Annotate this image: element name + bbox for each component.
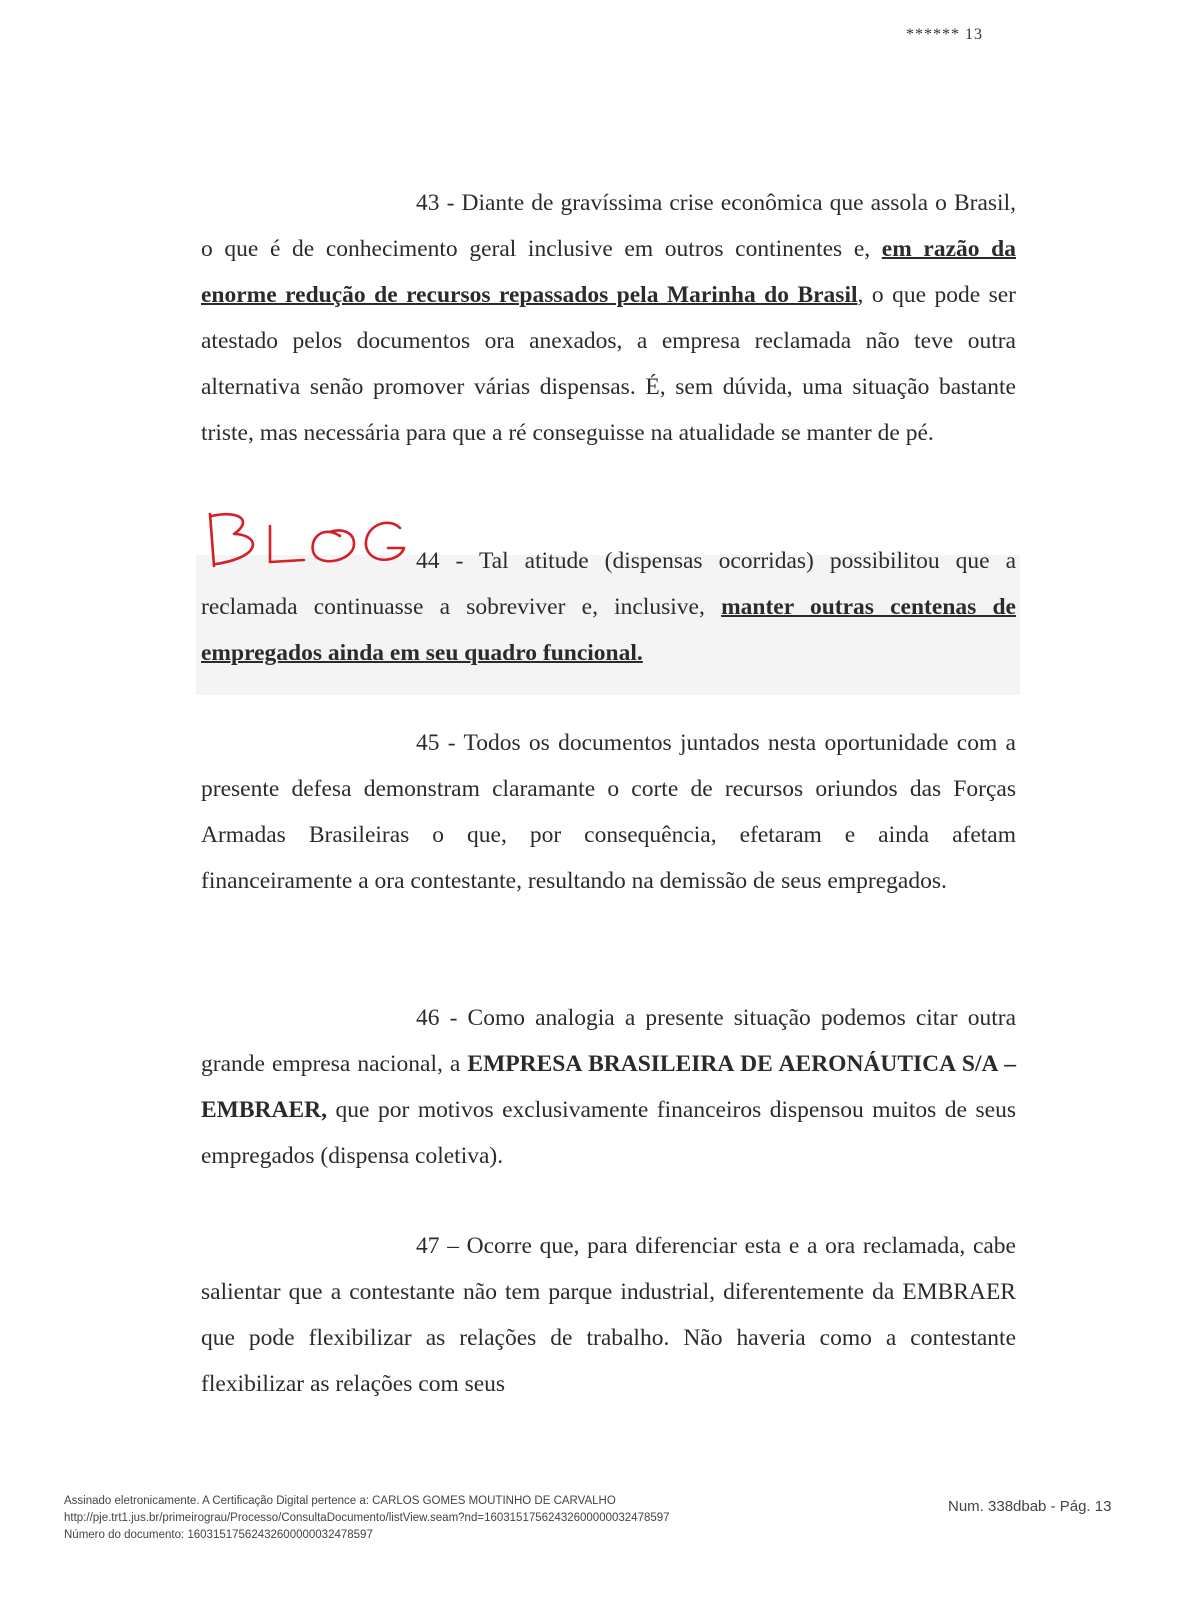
p46-text-a: 46 - Como analogia a presente situação podemos citar outra grande empresa nacional, a (201, 1005, 1016, 1077)
footer-signature-line: Assinado eletronicamente. A Certificação Digital pertence a: CARLOS GOMES MOUTINHO DE CARVALHO (64, 1495, 616, 1507)
p45-text: 45 - Todos os documentos juntados nesta oportunidade com a presente defesa demonstram claramante o corte de recursos oriundos das Forças Armadas Brasileiras o que, por consequência, efetaram e ainda afetam financeiramente a ora contestante, resultando na demissão de seus empregados. (201, 730, 1016, 894)
p44-text-a: 44 - Tal atitude (dispensas ocorridas) possibilitou que a reclamada continuasse a sobreviver e, inclusive, (201, 548, 1016, 620)
p47-text: 47 – Ocorre que, para diferenciar esta e a ora reclamada, cabe salientar que a contestante não tem parque industrial, diferentemente da EMBRAER que pode flexibilizar as relações de trabalho. Não haveria como a contestante flexibilizar as relações com seus (201, 1233, 1016, 1397)
footer-page-reference: Num. 338dbab - Pág. 13 (948, 1498, 1112, 1515)
footer-url-line: http://pje.trt1.jus.br/primeirograu/Processo/ConsultaDocumento/listView.seam?nd=16031517562432600000032478597 (64, 1512, 670, 1524)
paragraph-43 (201, 180, 1016, 456)
p43-text-c: , o que pode ser atestado pelos documentos ora anexados, a empresa reclamada não teve outra alternativa senão promover várias dispensas. É, sem dúvida, uma situação bastante triste, mas necessária para que a ré conseguisse na atualidade se manter de pé. (201, 282, 1017, 446)
page-number-header: ****** 13 (906, 26, 983, 43)
p46-company-name: EMPRESA BRASILEIRA DE AERONÁUTICA S/A – EMBRAER, (201, 1051, 1016, 1123)
paragraph-45 (201, 720, 1016, 904)
footer-document-number: Número do documento: 16031517562432600000032478597 (64, 1529, 373, 1541)
p43-text-a: 43 - Diante de gravíssima crise econômica que assola o Brasil, o que é de conhecimento geral inclusive em outros continentes e, (201, 190, 1016, 262)
p46-text-c: que por motivos exclusivamente financeiros dispensou muitos de seus empregados (dispensa coletiva). (201, 1097, 1016, 1169)
p44-emphasis: manter outras centenas de empregados ainda em seu quadro funcional. (201, 594, 1016, 666)
paragraph-46 (201, 995, 1016, 1179)
paragraph-44 (201, 538, 1016, 676)
p43-emphasis: em razão da enorme redução de recursos repassados pela Marinha do Brasil (201, 236, 1017, 308)
signature-footer (64, 1493, 670, 1544)
paragraph-47 (201, 1223, 1016, 1407)
